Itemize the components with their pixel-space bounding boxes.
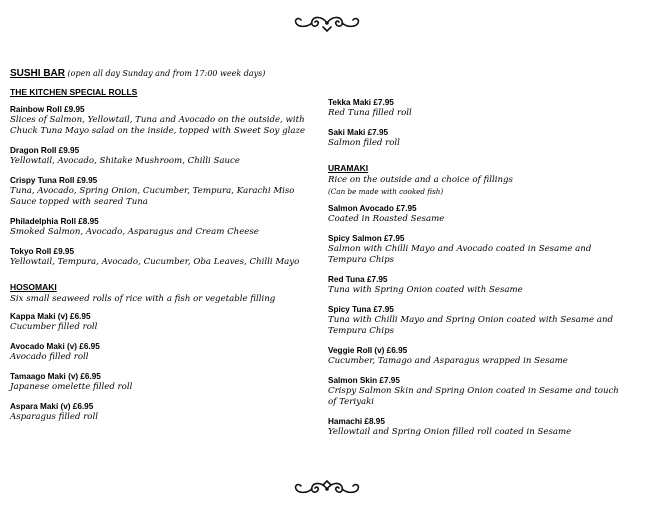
menu-item <box>10 105 308 137</box>
item-name: Tamaago Maki (v) £6.95 <box>10 372 101 381</box>
item-description: Japanese omelette filled roll <box>10 382 133 392</box>
section-description: Six small seaweed rolls of rice with a fish or vegetable filling <box>10 294 276 304</box>
menu-item <box>328 234 628 266</box>
item-name: Rainbow Roll £9.95 <box>10 105 85 114</box>
item-description: Salmon filed roll <box>328 138 400 148</box>
menu-item <box>328 376 628 408</box>
item-name: Saki Maki £7.95 <box>328 128 389 137</box>
item-description: Yellowtail and Spring Onion filled roll coated in Sesame <box>328 427 572 437</box>
menu-item <box>10 402 308 423</box>
menu-item <box>10 176 308 208</box>
menu-item <box>328 305 628 337</box>
right-column <box>328 98 628 447</box>
item-description: Avocado filled roll <box>10 352 89 362</box>
item-description: Slices of Salmon, Yellowtail, Tuna and Avocado on the outside, with Chuck Tuna Mayo salad on the inside, topped with Sweet Soy glaze <box>10 115 306 136</box>
opening-note: (open all day Sunday and from 17:00 week days) <box>67 69 266 78</box>
item-name: Avocado Maki (v) £6.95 <box>10 342 100 351</box>
section-subnote: (Can be made with cooked fish) <box>328 187 444 196</box>
section-description <box>328 175 628 197</box>
item-description: Cucumber filled roll <box>10 322 98 332</box>
menu-item <box>10 312 308 333</box>
section-description-text: Rice on the outside and a choice of fillings <box>328 175 513 185</box>
item-description: Salmon with Chilli Mayo and Avocado coated in Sesame and Tempura Chips <box>328 244 592 265</box>
item-name: Aspara Maki (v) £6.95 <box>10 402 94 411</box>
item-name: Salmon Skin £7.95 <box>328 376 400 385</box>
menu-item <box>10 217 308 238</box>
item-description: Crispy Salmon Skin and Spring Onion coated in Sesame and touch of Teriyaki <box>328 386 619 407</box>
left-column <box>10 87 308 432</box>
item-name: Hamachi £8.95 <box>328 417 385 426</box>
item-description: Tuna with Chilli Mayo and Spring Onion coated with Sesame and Tempura Chips <box>328 315 614 336</box>
item-name: Tokyo Roll £9.95 <box>10 247 75 256</box>
item-name: Philadelphia Roll £8.95 <box>10 217 99 226</box>
menu-item <box>10 146 308 167</box>
menu-item <box>10 247 308 268</box>
menu-header <box>10 68 265 79</box>
section-title-hosomaki: HOSOMAKI <box>10 282 57 292</box>
item-name: Spicy Tuna £7.95 <box>328 305 394 314</box>
item-description: Red Tuna filled roll <box>328 108 412 118</box>
item-description: Coated in Roasted Sesame <box>328 214 445 224</box>
item-description: Tuna with Spring Onion coated with Sesame <box>328 285 523 295</box>
item-name: Veggie Roll (v) £6.95 <box>328 346 408 355</box>
item-description: Cucumber, Tamago and Asparagus wrapped in Sesame <box>328 356 568 366</box>
item-name: Salmon Avocado £7.95 <box>328 204 417 213</box>
scroll-ornament-icon <box>290 12 364 34</box>
scroll-ornament-icon <box>290 478 364 500</box>
menu-item <box>10 342 308 363</box>
menu-item <box>328 417 628 438</box>
menu-item <box>328 275 628 296</box>
menu-title: SUSHI BAR <box>10 68 66 79</box>
item-name: Kappa Maki (v) £6.95 <box>10 312 91 321</box>
item-description: Tuna, Avocado, Spring Onion, Cucumber, Tempura, Karachi Miso Sauce topped with seared Tuna <box>10 186 295 207</box>
menu-item <box>328 204 628 225</box>
menu-item <box>328 346 628 367</box>
item-description: Yellowtail, Avocado, Shitake Mushroom, Chilli Sauce <box>10 156 240 166</box>
item-name: Spicy Salmon £7.95 <box>328 234 405 243</box>
menu-item <box>328 98 628 119</box>
item-description: Yellowtail, Tempura, Avocado, Cucumber, Oba Leaves, Chilli Mayo <box>10 257 300 267</box>
item-name: Red Tuna £7.95 <box>328 275 388 284</box>
item-description: Asparagus filled roll <box>10 412 98 422</box>
item-name: Dragon Roll £9.95 <box>10 146 80 155</box>
section-title-uramaki: URAMAKI <box>328 163 369 173</box>
menu-item <box>328 128 628 149</box>
item-description: Smoked Salmon, Avocado, Asparagus and Cream Cheese <box>10 227 259 237</box>
item-name: Crispy Tuna Roll £9.95 <box>10 176 98 185</box>
menu-item <box>10 372 308 393</box>
item-name: Tekka Maki £7.95 <box>328 98 394 107</box>
section-title-kitchen: THE KITCHEN SPECIAL ROLLS <box>10 87 138 97</box>
